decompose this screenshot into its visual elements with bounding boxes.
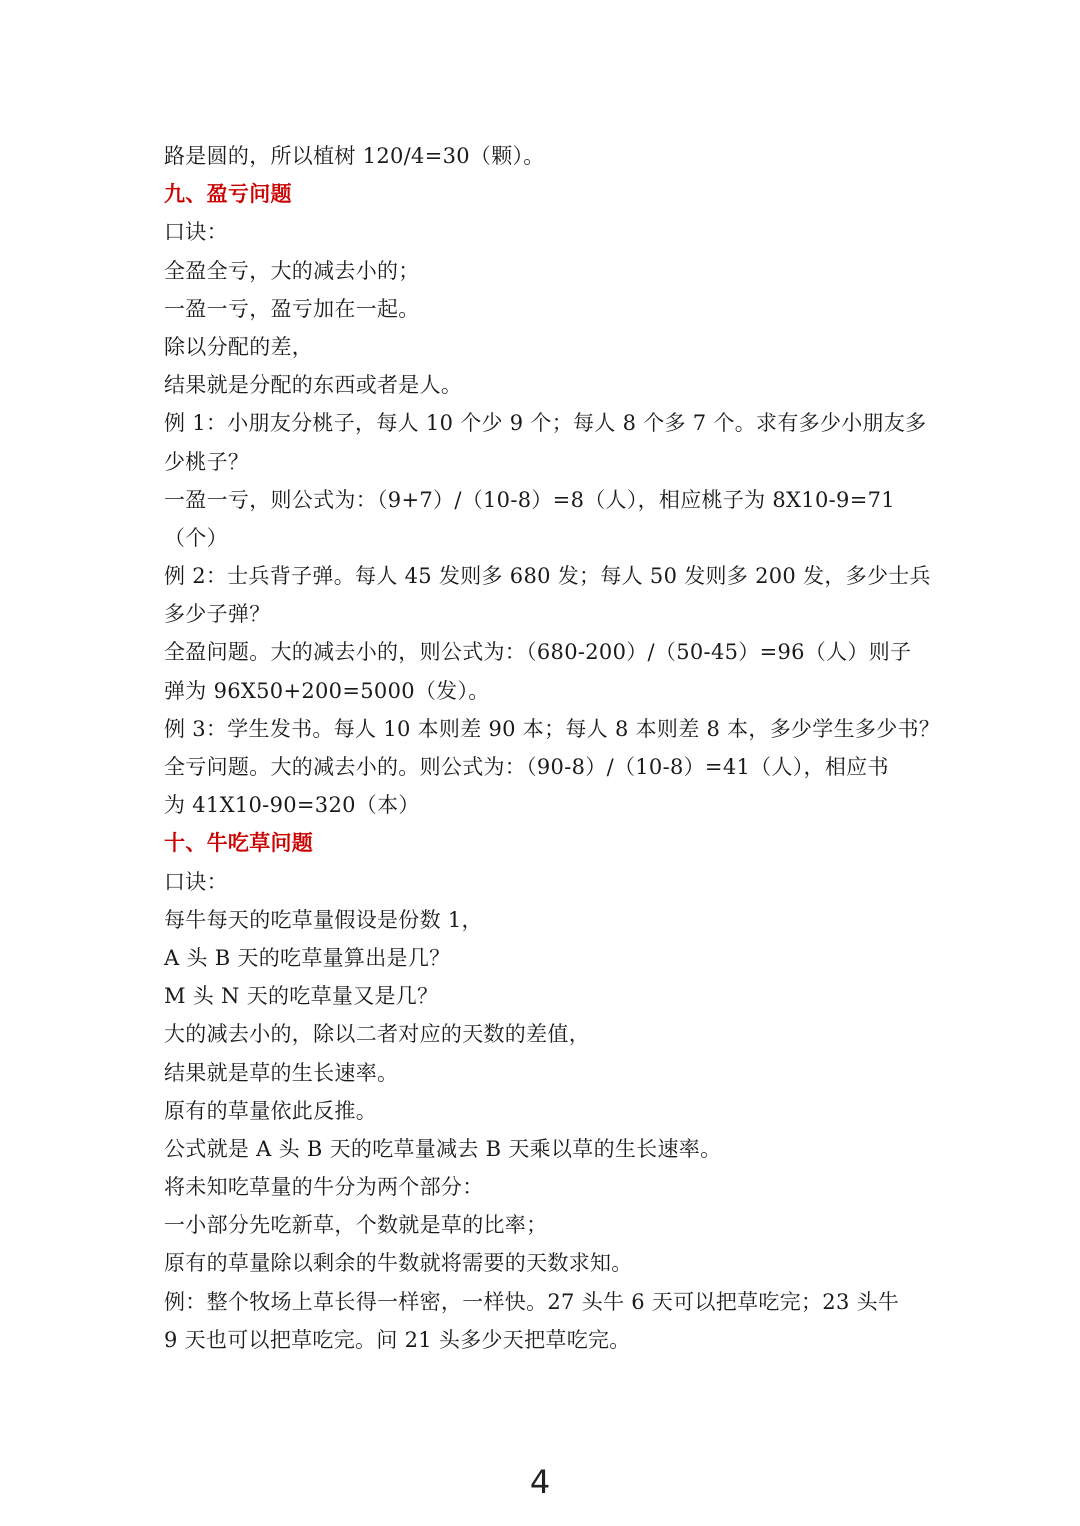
body-line: 一盈一亏，则公式为：（9+7）/（10-8）=8（人），相应桃子为 8X10-9=71 (164, 487, 895, 512)
body-line: 例 1：小朋友分桃子，每人 10 个少 9 个；每人 8 个多 7 个。求有多少小朋友多 (164, 411, 927, 436)
body-line: 结果就是分配的东西或者是人。 (164, 373, 463, 398)
body-line: 原有的草量除以剩余的牛数就将需要的天数求知。 (164, 1251, 633, 1276)
body-line: 除以分配的差， (164, 334, 314, 359)
body-line: 少桃子？ (164, 449, 250, 474)
body-line: 原有的草量依此反推。 (164, 1098, 377, 1123)
body-line: 全盈全亏，大的减去小的； (164, 258, 420, 283)
body-line: 例 2：士兵背子弹。每人 45 发则多 680 发；每人 50 发则多 200 发，多少士兵 (164, 564, 931, 589)
body-line: 为 41X10-90=320（本） (164, 793, 420, 818)
body-line: 9 天也可以把草吃完。问 21 头多少天把草吃完。 (164, 1327, 631, 1352)
body-line: 每牛每天的吃草量假设是份数 1， (164, 907, 483, 932)
body-line: 路是圆的，所以植树 120/4=30（颗）。 (164, 144, 545, 168)
document-body (164, 137, 941, 1359)
body-line: 多少子弹？ (164, 602, 271, 627)
body-line: 一小部分先吃新草，个数就是草的比率； (164, 1213, 548, 1238)
section-heading-10: 十、牛吃草问题 (164, 830, 314, 856)
body-line: 口诀： (164, 869, 228, 894)
body-line: 结果就是草的生长速率。 (164, 1060, 399, 1085)
body-line: A 头 B 天的吃草量算出是几？ (164, 945, 451, 970)
body-line: 全盈问题。大的减去小的，则公式为：（680-200）/（50-45）=96（人）则子 (164, 640, 912, 665)
body-line: （个） (164, 525, 228, 550)
body-line: M 头 N 天的吃草量又是几？ (164, 984, 439, 1009)
page-number: 4 (529, 1463, 551, 1501)
body-line: 全亏问题。大的减去小的。则公式为：（90-8）/（10-8）=41（人），相应书 (164, 755, 889, 779)
body-line: 一盈一亏，盈亏加在一起。 (164, 296, 420, 321)
body-line: 大的减去小的，除以二者对应的天数的差值， (164, 1022, 590, 1047)
body-line: 例 3：学生发书。每人 10 本则差 90 本；每人 8 本则差 8 本，多少学生多少书？ (164, 716, 941, 741)
body-line: 例：整个牧场上草长得一样密，一样快。27 头牛 6 天可以把草吃完；23 头牛 (164, 1289, 900, 1314)
body-line: 弹为 96X50+200=5000（发）。 (164, 678, 490, 703)
body-line: 公式就是 A 头 B 天的吃草量减去 B 天乘以草的生长速率。 (164, 1136, 722, 1161)
body-line: 口诀： (164, 220, 228, 245)
section-heading-9: 九、盈亏问题 (164, 181, 292, 207)
body-line: 将未知吃草量的牛分为两个部分： (164, 1175, 484, 1200)
